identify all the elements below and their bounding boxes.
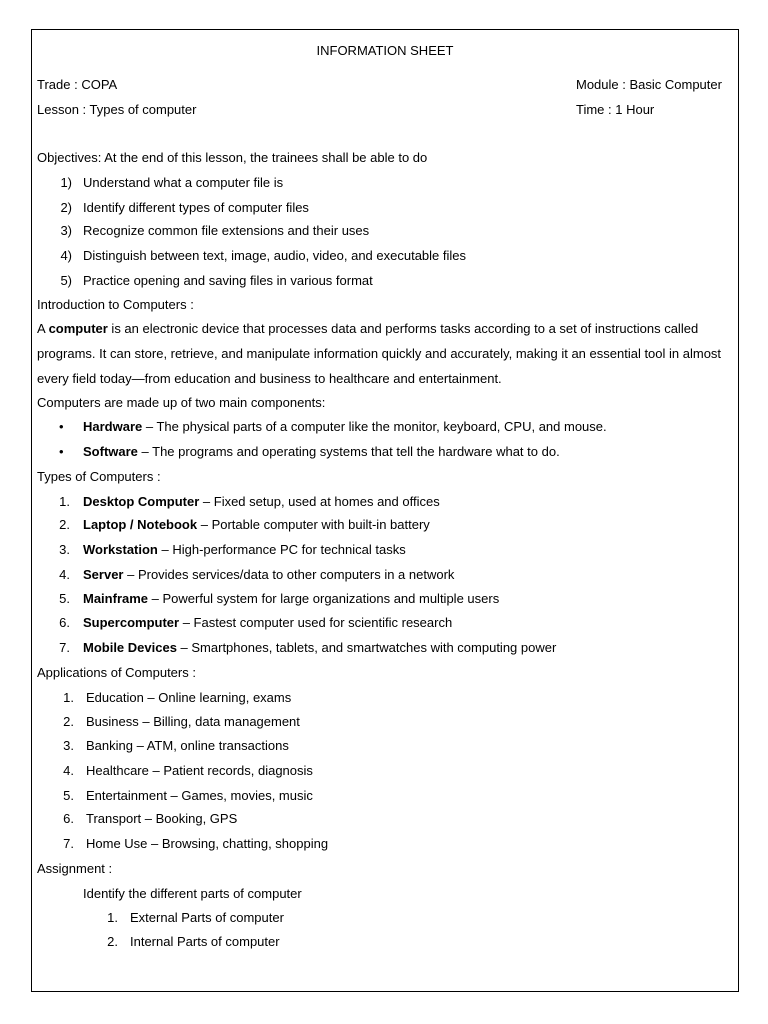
- component-term: Software: [83, 444, 138, 459]
- type-desc: – Powerful system for large organizations and multiple users: [148, 591, 500, 606]
- trade-label: Trade : COPA: [37, 77, 118, 92]
- application-number: 1.: [63, 690, 74, 705]
- information-sheet: [31, 29, 739, 992]
- objective-number: 1): [60, 175, 72, 190]
- type-term: Supercomputer: [83, 615, 180, 630]
- intro-term: computer: [48, 321, 108, 336]
- lesson-label: Lesson : Types of computer: [37, 102, 197, 117]
- type-term: Workstation: [83, 542, 158, 557]
- assignment-item: Internal Parts of computer: [130, 934, 280, 949]
- type-item: [83, 615, 452, 631]
- type-item: [83, 517, 430, 533]
- intro-paragraph-line-3: every field today—from education and business to healthcare and entertainment.: [37, 371, 502, 386]
- applications-heading: Applications of Computers :: [37, 665, 196, 680]
- type-desc: – Fastest computer used for scientific research: [179, 615, 453, 630]
- intro-paragraph-line-1: [37, 321, 698, 337]
- type-term: Desktop Computer: [83, 494, 200, 509]
- components-heading: Computers are made up of two main components:: [37, 395, 326, 410]
- objective-number: 2): [60, 200, 72, 215]
- application-item: Banking – ATM, online transactions: [86, 738, 289, 753]
- application-item: Entertainment – Games, movies, music: [86, 788, 313, 803]
- type-desc: – Provides services/data to other computers in a network: [123, 567, 455, 582]
- application-number: 2.: [63, 714, 74, 729]
- bullet-icon: •: [59, 419, 64, 434]
- type-term: Laptop / Notebook: [83, 517, 198, 532]
- objective-item: Understand what a computer file is: [83, 175, 284, 190]
- type-number: 1.: [59, 494, 70, 509]
- type-item: [83, 494, 440, 510]
- intro-line1-rest: is an electronic device that processes data and performs tasks according to a set of instructions called: [107, 321, 699, 336]
- assignment-number: 1.: [107, 910, 118, 925]
- application-number: 3.: [63, 738, 74, 753]
- type-number: 2.: [59, 517, 70, 532]
- objective-item: Distinguish between text, image, audio, video, and executable files: [83, 248, 467, 263]
- assignment-item: External Parts of computer: [130, 910, 284, 925]
- type-item: [83, 542, 406, 558]
- type-desc: – Fixed setup, used at homes and offices: [199, 494, 440, 509]
- type-number: 6.: [59, 615, 70, 630]
- objective-item: Recognize common file extensions and their uses: [83, 223, 370, 238]
- component-item: [83, 444, 560, 460]
- component-desc: – The programs and operating systems that tell the hardware what to do.: [137, 444, 560, 459]
- type-number: 5.: [59, 591, 70, 606]
- bullet-icon: •: [59, 444, 64, 459]
- application-item: Education – Online learning, exams: [86, 690, 292, 705]
- assignment-heading: Assignment :: [37, 861, 113, 876]
- type-term: Mainframe: [83, 591, 149, 606]
- time-label: Time : 1 Hour: [576, 102, 655, 117]
- type-desc: – Smartphones, tablets, and smartwatches with computing power: [176, 640, 557, 655]
- module-label: Module : Basic Computer: [576, 77, 722, 92]
- application-item: Home Use – Browsing, chatting, shopping: [86, 836, 329, 851]
- application-item: Transport – Booking, GPS: [86, 811, 238, 826]
- application-number: 5.: [63, 788, 74, 803]
- application-item: Healthcare – Patient records, diagnosis: [86, 763, 313, 778]
- component-item: [83, 419, 607, 435]
- intro-paragraph-line-2: programs. It can store, retrieve, and manipulate information quickly and accurately, making it an essential tool in almost: [37, 346, 722, 361]
- type-item: [83, 567, 454, 583]
- type-item: [83, 591, 499, 607]
- application-number: 7.: [63, 836, 74, 851]
- component-desc: – The physical parts of a computer like the monitor, keyboard, CPU, and mouse.: [142, 419, 607, 434]
- intro-prefix: A: [37, 321, 49, 336]
- intro-heading: Introduction to Computers :: [37, 297, 194, 312]
- objective-number: 5): [60, 273, 72, 288]
- type-number: 7.: [59, 640, 70, 655]
- objectives-heading: Objectives: At the end of this lesson, the trainees shall be able to do: [37, 150, 428, 165]
- assignment-task: Identify the different parts of computer: [83, 886, 302, 901]
- application-number: 6.: [63, 811, 74, 826]
- type-term: Server: [83, 567, 124, 582]
- type-number: 4.: [59, 567, 70, 582]
- objective-item: Identify different types of computer files: [83, 200, 309, 215]
- type-desc: – High-performance PC for technical tasks: [157, 542, 406, 557]
- assignment-number: 2.: [107, 934, 118, 949]
- objective-item: Practice opening and saving files in various format: [83, 273, 373, 288]
- type-term: Mobile Devices: [83, 640, 177, 655]
- application-item: Business – Billing, data management: [86, 714, 300, 729]
- objective-number: 3): [60, 223, 72, 238]
- sheet-title: INFORMATION SHEET: [316, 43, 454, 58]
- objective-number: 4): [60, 248, 72, 263]
- type-number: 3.: [59, 542, 70, 557]
- application-number: 4.: [63, 763, 74, 778]
- component-term: Hardware: [83, 419, 143, 434]
- types-heading: Types of Computers :: [37, 469, 161, 484]
- type-desc: – Portable computer with built-in battery: [197, 517, 430, 532]
- type-item: [83, 640, 556, 656]
